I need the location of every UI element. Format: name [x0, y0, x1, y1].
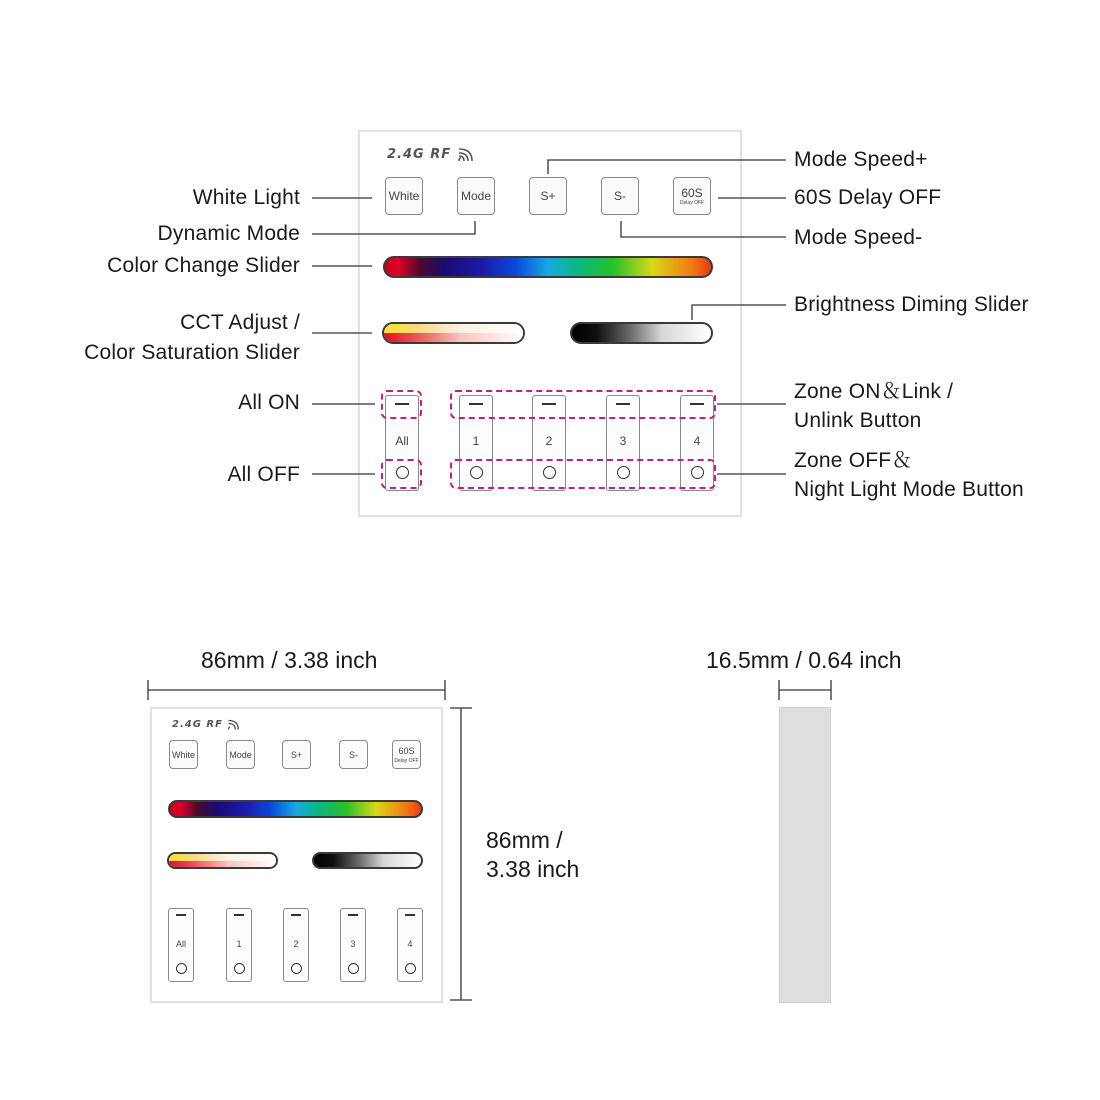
- zone-label-4: 4: [693, 434, 701, 448]
- small-delay-off-button[interactable]: [392, 740, 421, 769]
- small-wireless-signal-icon: [227, 719, 239, 731]
- small-rf-logo: [172, 719, 239, 731]
- small-zone-key-1[interactable]: [226, 908, 252, 982]
- delay-off-button-label: 60S: [681, 185, 703, 200]
- small-zone-label-4: 4: [407, 939, 413, 949]
- small-zone-label-all: All: [175, 939, 186, 949]
- callout-all-on: All ON: [238, 391, 300, 414]
- callout-white-light: White Light: [192, 186, 300, 209]
- callout-delay-off: 60S Delay OFF: [794, 186, 942, 209]
- small-zone-on-dash-2: [291, 914, 301, 916]
- speed-plus-button-label: S+: [540, 189, 556, 203]
- small-zone-off-circle-1: [234, 963, 245, 974]
- callout-night-light: Night Light Mode Button: [794, 478, 1024, 501]
- zone-label-all: All: [395, 434, 409, 448]
- small-zone-label-1: 1: [236, 939, 242, 949]
- callout-mode-speed-minus: Mode Speed-: [794, 226, 923, 249]
- callout-brightness-slider: Brightness Diming Slider: [794, 293, 1029, 316]
- side-view-profile: [779, 707, 831, 1003]
- depth-dimension-label: 16.5mm / 0.64 inch: [706, 647, 902, 673]
- height-dimension-label-2: 3.38 inch: [486, 856, 580, 882]
- small-zone-off-circle-2: [291, 963, 302, 974]
- small-zone-on-dash-3: [348, 914, 358, 916]
- small-white-button[interactable]: [169, 740, 198, 769]
- small-speed-plus-button[interactable]: [282, 740, 311, 769]
- small-zone-key-2[interactable]: [283, 908, 309, 982]
- small-delay-off-button-label: 60S: [398, 746, 415, 756]
- small-zone-key-3[interactable]: [340, 908, 366, 982]
- small-mode-button-label: Mode: [229, 749, 252, 760]
- callout-zone-on: Zone ON＆Link /: [794, 380, 954, 403]
- callout-zone-off: Zone OFF＆: [794, 449, 913, 472]
- small-rf-logo-text: 2.4G RF: [172, 719, 223, 730]
- small-speed-plus-button-label: S+: [290, 749, 303, 760]
- callout-dynamic-mode: Dynamic Mode: [157, 222, 300, 245]
- small-zone-off-circle-all: [176, 963, 187, 974]
- white-button-label: White: [388, 189, 420, 203]
- callout-zone-link: Unlink Button: [794, 409, 922, 432]
- small-delay-off-sublabel: Delay OFF: [394, 758, 419, 764]
- callout-all-off: All OFF: [227, 463, 300, 486]
- zone-label-1: 1: [472, 434, 480, 448]
- small-zone-key-4[interactable]: [397, 908, 423, 982]
- callout-color-saturation: Color Saturation Slider: [84, 341, 300, 364]
- small-zone-on-dash-all: [176, 914, 186, 916]
- small-speed-minus-button-label: S-: [349, 749, 358, 760]
- mode-button-label: Mode: [460, 189, 492, 203]
- width-dimension-label: 86mm / 3.38 inch: [201, 647, 378, 673]
- small-mode-button[interactable]: [226, 740, 255, 769]
- callout-cct-adjust: CCT Adjust /: [180, 311, 300, 334]
- small-zone-key-all[interactable]: [168, 908, 194, 982]
- small-zone-off-circle-4: [405, 963, 416, 974]
- small-zone-label-2: 2: [293, 939, 299, 949]
- small-zone-off-circle-3: [348, 963, 359, 974]
- small-brightness-slider[interactable]: [312, 852, 423, 869]
- small-speed-minus-button[interactable]: [339, 740, 368, 769]
- small-zone-label-3: 3: [350, 939, 356, 949]
- delay-off-sublabel: Delay OFF: [679, 199, 705, 206]
- small-white-button-label: White: [171, 749, 195, 760]
- small-color-change-slider[interactable]: [168, 800, 423, 818]
- small-zone-on-dash-1: [234, 914, 244, 916]
- rf-logo-text: 2.4G RF: [387, 147, 452, 162]
- callout-mode-speed-plus: Mode Speed+: [794, 148, 928, 171]
- height-dimension-label-1: 86mm /: [486, 827, 563, 853]
- callout-color-change-slider: Color Change Slider: [107, 254, 300, 277]
- small-cct-saturation-slider[interactable]: [167, 852, 278, 869]
- speed-minus-button-label: S-: [614, 189, 626, 203]
- zone-label-2: 2: [545, 434, 553, 448]
- small-zone-on-dash-4: [405, 914, 415, 916]
- zone-label-3: 3: [619, 434, 627, 448]
